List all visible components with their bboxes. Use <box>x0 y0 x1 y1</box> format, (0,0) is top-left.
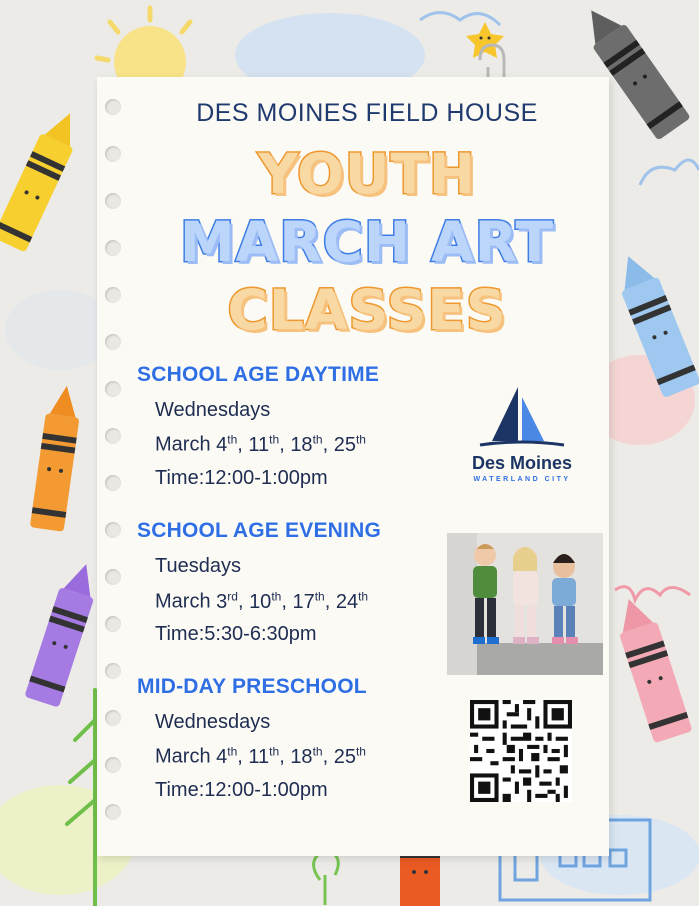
binder-hole <box>105 616 121 632</box>
flower-icon <box>314 850 339 905</box>
star-icon <box>466 22 504 58</box>
date-item: 10th <box>249 589 282 613</box>
binder-hole <box>105 522 121 538</box>
date-item: 4th <box>216 744 238 768</box>
section-heading-daytime: SCHOOL AGE DAYTIME <box>137 363 380 386</box>
logo-tagline: WATERLAND CITY <box>473 476 571 483</box>
scribble-icon <box>615 587 690 600</box>
binder-hole <box>105 287 121 303</box>
logo-name: Des Moines <box>471 453 573 473</box>
orange-crayon-icon <box>30 383 84 531</box>
date-item: 18th <box>290 744 323 768</box>
section-time-evening: Time:5:30-6:30pm <box>155 623 317 645</box>
date-item: 17th <box>292 589 325 613</box>
date-item: 11th <box>248 744 280 768</box>
section-dates-daytime: March 4th, 11th, 18th, 25th <box>155 432 366 456</box>
date-item: 11th <box>248 432 280 456</box>
pink-crayon-icon <box>610 593 693 743</box>
binder-hole <box>105 804 121 820</box>
binder-hole <box>105 381 121 397</box>
yellow-crayon-icon <box>0 106 86 253</box>
binder-hole <box>105 757 121 773</box>
dates-prefix: March <box>155 590 211 613</box>
purple-crayon-icon <box>24 559 103 708</box>
binder-hole <box>105 193 121 209</box>
section-time-preschool: Time:12:00-1:00pm <box>155 779 328 801</box>
section-day-evening: Tuesdays <box>155 555 241 577</box>
date-item: 4th <box>216 432 238 456</box>
section-day-daytime: Wednesdays <box>155 399 271 421</box>
date-item: 24th <box>335 589 369 613</box>
date-item: 18th <box>290 432 323 456</box>
section-time-daytime: Time:12:00-1:00pm <box>155 467 328 489</box>
venue-heading: DES MOINES FIELD HOUSE <box>196 99 538 127</box>
children-art-photo <box>447 533 603 675</box>
section-dates-evening: March 3rd, 10th, 17th, 24th <box>155 589 369 613</box>
qr-code-icon[interactable] <box>470 700 572 802</box>
binder-hole <box>105 99 121 115</box>
date-item: 25th <box>333 744 366 768</box>
title-line-1: YOUTH <box>258 142 476 206</box>
date-item: 25th <box>333 432 366 456</box>
des-moines-logo <box>452 383 592 493</box>
section-heading-evening: SCHOOL AGE EVENING <box>137 519 381 542</box>
section-day-preschool: Wednesdays <box>155 711 271 733</box>
section-dates-preschool: March 4th, 11th, 18th, 25th <box>155 744 366 768</box>
binder-hole <box>105 334 121 350</box>
binder-hole <box>105 146 121 162</box>
binder-holes <box>97 77 127 856</box>
date-item: 3rd <box>216 589 238 613</box>
binder-hole <box>105 663 121 679</box>
children-photo-icon <box>447 533 603 675</box>
dates-prefix: March <box>155 745 211 768</box>
binder-hole <box>105 569 121 585</box>
section-heading-preschool: MID-DAY PRESCHOOL <box>137 675 367 698</box>
binder-hole <box>105 710 121 726</box>
binder-hole <box>105 475 121 491</box>
title-line-2: MARCH ART <box>179 210 555 274</box>
sailboat-icon <box>452 383 592 453</box>
title-line-3: CLASSES <box>227 278 507 342</box>
binder-hole <box>105 240 121 256</box>
dates-prefix: March <box>155 433 211 456</box>
binder-hole <box>105 428 121 444</box>
